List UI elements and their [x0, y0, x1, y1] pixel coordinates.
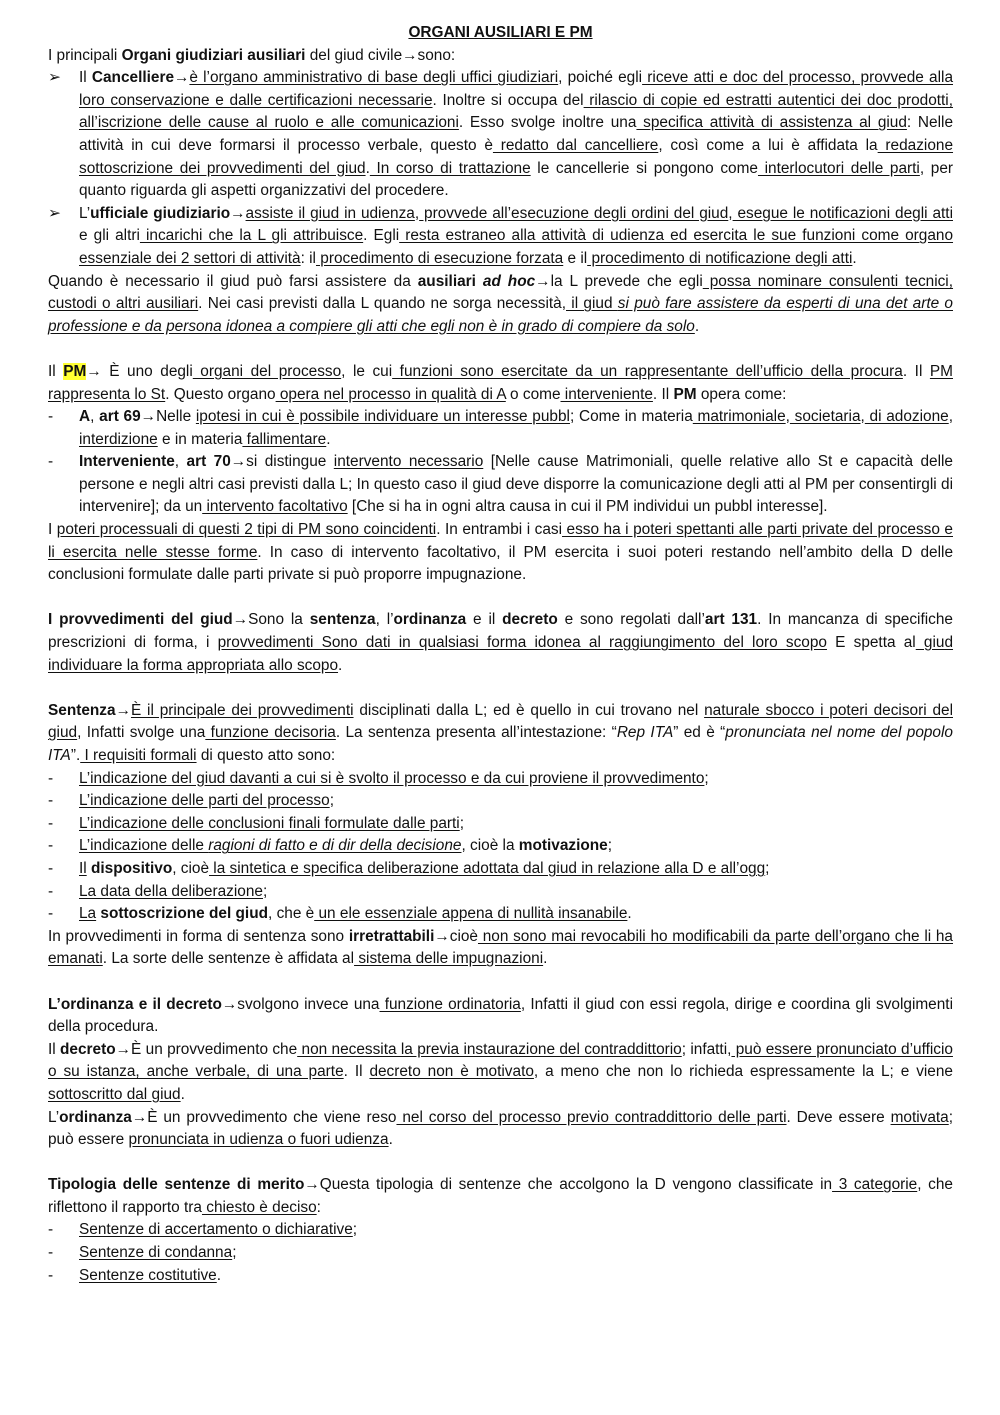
- list-item-text: L’indicazione delle parti del processo;: [79, 792, 334, 810]
- list-item-text: L’indicazione delle conclusioni finali formulate dalle parti;: [79, 814, 464, 832]
- list-item-text: La sottoscrizione del giud, che è un ele essenziale appena di nullità insanabile.: [79, 905, 632, 923]
- list-item-text: Sentenze di accertamento o dichiarative;: [79, 1221, 358, 1239]
- sentenza-paragraph: Sentenza→È il principale dei provvedimenti disciplinati dalla L; ed è quello in cui trovano nel naturale sbocco i poteri decisori del giud, Infatti svolge una funzione decisoria. La sentenza presenta all’intestazione: “Rep ITA” ed è “pronunciata nel nome del popolo ITA”. I requisiti formali di questo atto sono:: [48, 701, 953, 764]
- list-item-requisito: [48, 858, 953, 881]
- dash-bullet: -: [48, 905, 54, 923]
- list-item-requisito: [48, 881, 953, 904]
- provvedimenti-paragraph: I provvedimenti del giud→Sono la sentenza, l’ordinanza e il decreto e sono regolati dall’art 131. In mancanza di specifiche prescrizioni di forma, i provvedimenti Sono dati in qualsiasi forma idonea al raggiungimento del loro scopo E spetta al giud individuare la forma appropriata allo scopo.: [48, 611, 954, 674]
- list-item-ufficiale: [48, 203, 953, 271]
- dash-bullet: -: [48, 859, 54, 877]
- irretrattabili-paragraph: In provvedimenti in forma di sentenza sono irretrattabili→cioè non sono mai revocabili ho modificabili da parte dell’organo che li ha emanati. La sorte delle sentenze è affidata al sistema delle impugnazioni.: [48, 927, 953, 968]
- page-title: ORGANI AUSILIARI E PM: [408, 24, 593, 41]
- dash-bullet: -: [48, 408, 54, 426]
- list-item-text: Interveniente, art 70→si distingue intervento necessario [Nelle cause Matrimoniali, quelle relative allo St e capacità delle persone e negli altri casi previsti dalla L; In questo caso il giud deve disporre la comunicazione degli atti al PM per consentirgli di intervenire]; da un intervento facoltativo [Che si ha in ogni altra causa in cui il PM individui un pubbl interesse].: [79, 453, 953, 516]
- list-item-text: Sentenze costitutive.: [79, 1266, 222, 1284]
- list-item-pm-interveniente: [48, 451, 953, 519]
- intro-paragraph: I principali Organi giudiziari ausiliari del giud civile→sono:: [48, 46, 456, 64]
- list-item-requisito: [48, 813, 953, 836]
- dash-bullet: -: [48, 453, 54, 471]
- dash-bullet: -: [48, 1244, 54, 1262]
- list-item-requisito: [48, 790, 953, 813]
- arrow-bullet-icon: ➢: [48, 204, 61, 222]
- dash-bullet: -: [48, 769, 54, 787]
- poteri-paragraph: I poteri processuali di questi 2 tipi di PM sono coincidenti. In entrambi i casi esso ha i poteri spettanti alle parti private del processo e li esercita nelle stesse forme. In caso di intervento facoltativo, il PM esercita i suoi poteri restando nell’ambito della D delle conclusioni formulate dalle parti private si può proporre impugnazione.: [48, 521, 953, 584]
- tipologia-paragraph: Tipologia delle sentenze di merito→Questa tipologia di sentenze che accolgono la D vengono classificate in 3 categorie, che riflettono il rapporto tra chiesto è deciso:: [48, 1176, 953, 1216]
- list-item-text: A, art 69→Nelle ipotesi in cui è possibile individuare un interesse pubbl; Come in materia matrimoniale, societaria, di adozione, interdizione e in materia fallimentare.: [79, 408, 953, 448]
- list-item-tipologia: [48, 1219, 953, 1242]
- list-item-cancelliere: [48, 67, 953, 203]
- list-item-requisito: [48, 768, 953, 791]
- dash-bullet: -: [48, 1266, 54, 1284]
- list-item-pm-attore: [48, 406, 953, 451]
- ordinanza-paragraph: L’ordinanza→È un provvedimento che viene reso nel corso del processo previo contraddittorio delle parti. Deve essere motivata; può essere pronunciata in udienza o fuori udienza.: [48, 1108, 954, 1149]
- list-item-text: La data della deliberazione;: [79, 882, 268, 900]
- pm-paragraph: Il PM→ È uno degli organi del processo, le cui funzioni sono esercitate da un rappresentante dell’ufficio della procura. Il PM rappresenta lo St. Questo organo opera nel processo in qualità di A o come interveniente. Il PM opera come:: [48, 362, 953, 403]
- dash-bullet: -: [48, 882, 54, 900]
- list-item-text: Sentenze di condanna;: [79, 1244, 237, 1262]
- dash-bullet: -: [48, 814, 54, 832]
- decreto-paragraph: Il decreto→È un provvedimento che non necessita la previa instaurazione del contraddittorio; infatti, può essere pronunciato d’ufficio o su istanza, anche verbale, di una parte. Il decreto non è motivato, a meno che non lo richieda espressamente la L; e viene sottoscritto dal giud.: [48, 1040, 953, 1103]
- list-item-requisito: [48, 903, 953, 926]
- list-item-text: Il Cancelliere→è l’organo amministrativo di base degli uffici giudiziari, poiché egli riceve atti e doc del processo, provvede alla loro conservazione e dalle certificazioni necessarie. Inoltre si occupa del rilascio di copie ed estratti autentici dei doc prodotti, all’iscrizione delle cause al ruolo e alle comunicazioni. Esso svolge inoltre una specifica attività di assistenza al giud: Nelle attività in cui deve formarsi il processo verbale, questo è redatto dal cancelliere, così come a lui è affidata la redazione sottoscrizione dei provvedimenti del giud. In corso di trattazione le cancellerie si pongono come interlocutori delle parti, per quanto riguarda gli aspetti organizzativi del procedere.: [79, 69, 954, 200]
- list-item-text: Il dispositivo, cioè la sintetica e specifica deliberazione adottata dal giud in relazione alla D e all’ogg;: [79, 859, 770, 877]
- list-item-text: L’ufficiale giudiziario→assiste il giud in udienza, provvede all’esecuzione degli ordini del giud, esegue le notificazioni degli atti e gli altri incarichi che la L gli attribuisce. Egli resta estraneo alla attività di udienza ed esercita le sue funzioni come organo essenziale dei 2 settori di attività: il procedimento di esecuzione forzata e il procedimento di notificazione degli atti.: [79, 204, 954, 267]
- arrow-bullet-icon: ➢: [48, 69, 61, 87]
- list-item-text: L’indicazione delle ragioni di fatto e di dir della decisione, cioè la motivazione;: [79, 837, 613, 855]
- ordinanza-decreto-paragraph: L’ordinanza e il decreto→svolgono invece una funzione ordinatoria, Infatti il giud con essi regola, dirige e coordina gli svolgimenti della procedura.: [48, 995, 953, 1036]
- dash-bullet: -: [48, 792, 54, 810]
- dash-bullet: -: [48, 1221, 54, 1239]
- list-item-text: L’indicazione del giud davanti a cui si è svolto il processo e da cui proviene il provvedimento;: [79, 769, 709, 787]
- list-item-tipologia: [48, 1265, 953, 1288]
- list-item-tipologia: [48, 1242, 953, 1265]
- list-item-requisito: [48, 835, 953, 858]
- ausiliari-paragraph: Quando è necessario il giud può farsi assistere da ausiliari ad hoc→la L prevede che egli possa nominare consulenti tecnici, custodi o altri ausiliari. Nei casi previsti dalla L quando ne sorga necessità, il giud si può fare assistere da esperti di una det arte o professione e da persona idonea a compiere gli atti che egli non è in grado di compiere da solo.: [48, 272, 954, 335]
- dash-bullet: -: [48, 837, 54, 855]
